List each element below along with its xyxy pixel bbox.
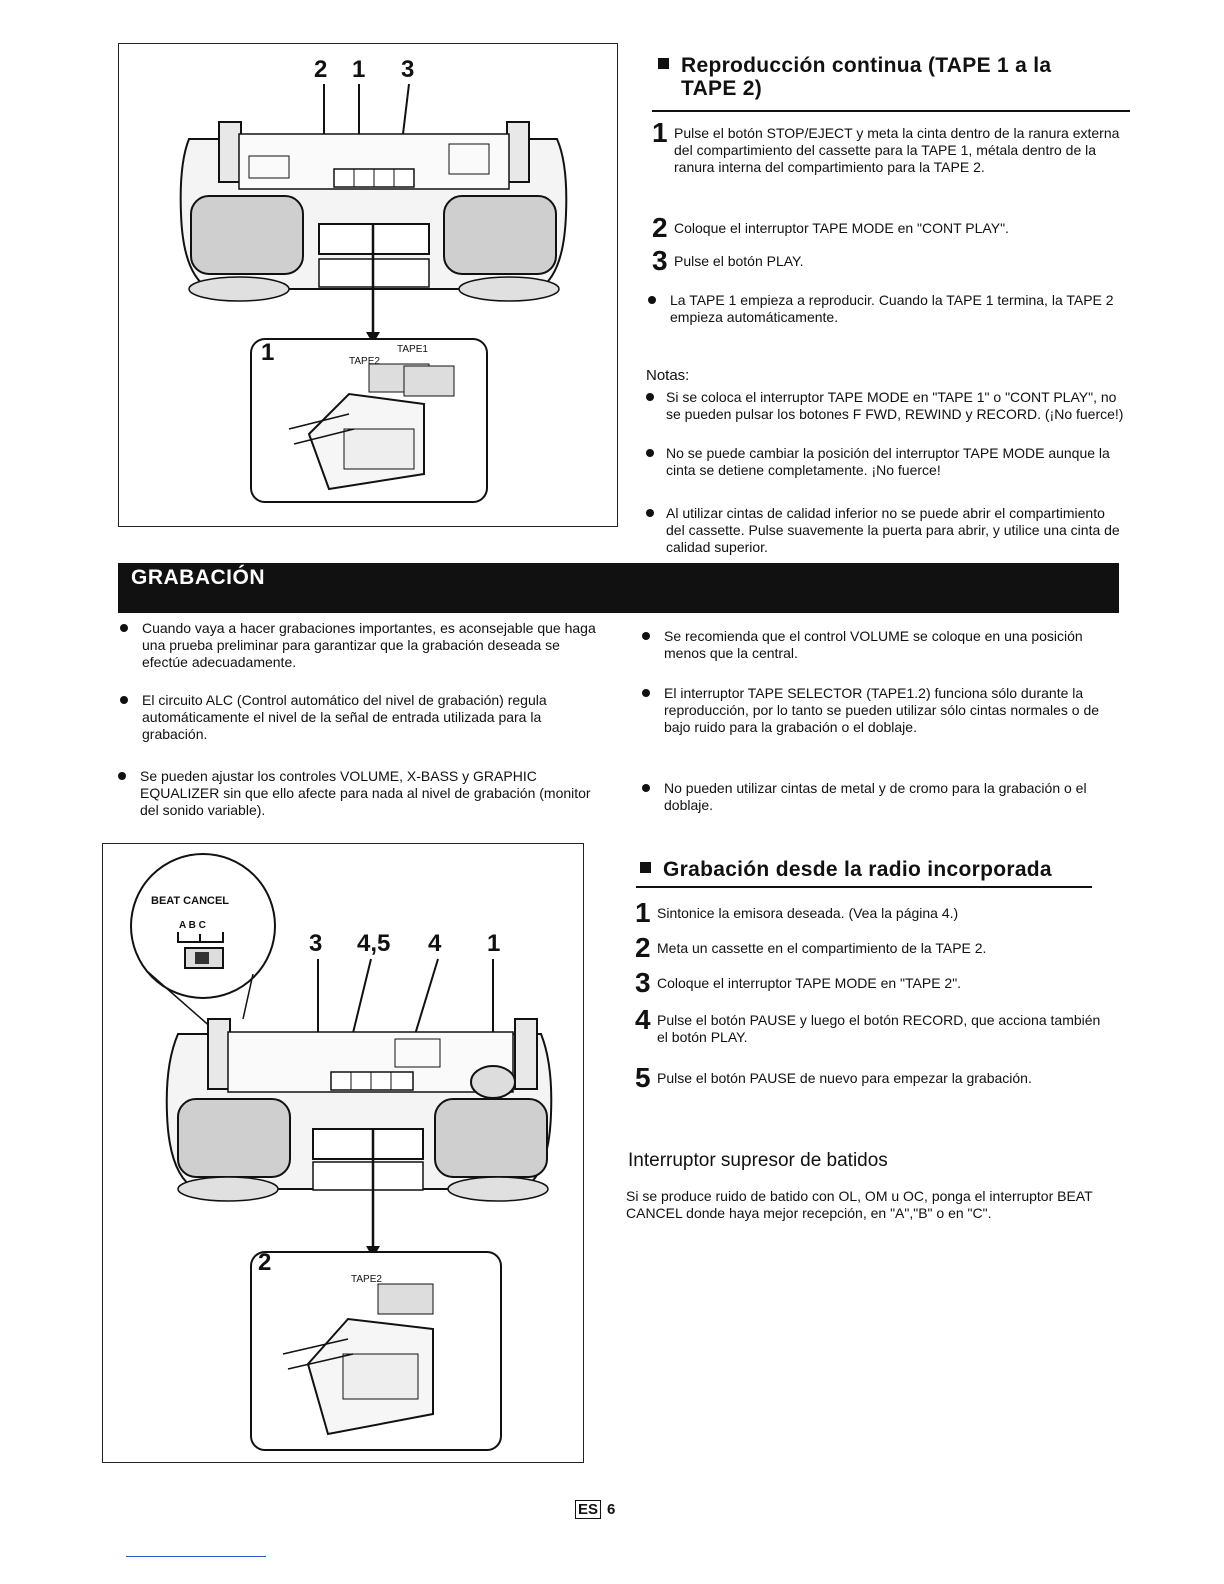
bullet-text: El interruptor TAPE SELECTOR (TAPE1.2) funciona sólo durante la reproducción, por lo tanto se pueden utilizar sólo cintas normales o de bajo ruido para la grabación o el doblaje. xyxy=(664,685,1100,735)
beat-cancel-positions: A B C xyxy=(179,920,206,931)
step-item xyxy=(652,117,1130,176)
bullet-text: No pueden utilizar cintas de metal y de cromo para la grabación o el doblaje. xyxy=(664,780,1087,813)
note-text: No se puede cambiar la posición del interruptor TAPE MODE aunque la cinta se detiene completamente. ¡No fuerce! xyxy=(666,445,1110,478)
title-underline xyxy=(652,110,1130,112)
bullet-text: Cuando vaya a hacer grabaciones importantes, es aconsejable que haga una prueba preliminar para garantizar que la grabación deseada se efectúe adecuadamente. xyxy=(142,620,596,670)
step-number: 4 xyxy=(635,1004,651,1035)
step-text: Meta un cassette en el compartimiento de la TAPE 2. xyxy=(657,940,987,956)
recording-right-item xyxy=(642,685,1118,736)
callout-4-bottom: 4 xyxy=(428,930,442,957)
beat-cancel-title: Interruptor supresor de batidos xyxy=(628,1150,888,1171)
inset-step-2: 2 xyxy=(258,1249,272,1276)
step-text: Pulse el botón PAUSE de nuevo para empezar la grabación. xyxy=(657,1070,1032,1086)
step-number: 5 xyxy=(635,1062,651,1093)
step-item xyxy=(635,897,1115,928)
inset-label-tape2-bottom: TAPE2 xyxy=(351,1274,382,1285)
title-line-1: Reproducción continua (TAPE 1 a la xyxy=(681,54,1052,77)
bullet-dot-icon xyxy=(120,624,128,632)
step-text: Sintonice la emisora deseada. (Vea la página 4.) xyxy=(657,905,959,921)
recording-right-item xyxy=(642,780,1118,814)
bullet-text: El circuito ALC (Control automático del nivel de grabación) regula automáticamente el nivel de la señal de entrada utilizada para la grabación. xyxy=(142,692,547,742)
title-line-2: TAPE 2) xyxy=(681,77,763,100)
beat-cancel-text: Si se produce ruido de batido con OL, OM u OC, ponga el interruptor BEAT CANCEL donde haya mejor recepción, en "A","B" o en "C". xyxy=(626,1188,1093,1221)
step-number: 2 xyxy=(652,212,668,243)
inset-step-1: 1 xyxy=(261,339,275,366)
step-text: Pulse el botón STOP/EJECT y meta la cinta dentro de la ranura externa del compartimiento del cassette para la TAPE 1, métala dentro de la ranura interna del compartimiento para la TAPE 2. xyxy=(674,125,1120,175)
bullet-dot-icon xyxy=(642,689,650,697)
note-text: Al utilizar cintas de calidad inferior no se puede abrir el compartimiento del cassette. Pulse suavemente la puerta para abrir, y utilice una cinta de calidad superior. xyxy=(666,505,1120,555)
recording-right-item xyxy=(642,628,1118,662)
callout-3-top: 3 xyxy=(401,56,415,83)
recording-left-item xyxy=(120,692,602,743)
inset-label-tape1: TAPE1 xyxy=(397,344,428,355)
inset-label-tape2: TAPE2 xyxy=(349,356,380,367)
step-number: 1 xyxy=(635,897,651,928)
step-text: Coloque el interruptor TAPE MODE en "CONT PLAY". xyxy=(674,220,1009,236)
section-title-continuous-play xyxy=(658,54,1138,100)
bullet-dot-icon xyxy=(648,296,656,304)
boombox-illustration-top xyxy=(119,44,616,525)
step-item xyxy=(652,245,1130,276)
page-footer xyxy=(575,1500,615,1519)
note-item xyxy=(646,389,1124,423)
bullet-dot-icon xyxy=(646,449,654,457)
page-number: 6 xyxy=(607,1501,616,1518)
bullet-dot-icon xyxy=(118,772,126,780)
note-item xyxy=(646,505,1124,556)
title-underline xyxy=(636,886,1092,888)
recording-left-item xyxy=(120,620,602,671)
step-item xyxy=(635,932,1115,963)
bullet-dot-icon xyxy=(646,509,654,517)
bullet-dot-icon xyxy=(642,784,650,792)
square-bullet-icon xyxy=(658,58,669,69)
step-item xyxy=(635,1004,1115,1046)
bullet-text: Se recomienda que el control VOLUME se coloque en una posición menos que la central. xyxy=(664,628,1083,661)
bullet-dot-icon xyxy=(646,393,654,401)
step-item xyxy=(635,1062,1115,1093)
callout-3-bottom: 3 xyxy=(309,930,323,957)
step-item xyxy=(652,212,1130,243)
note-text: Si se coloca el interruptor TAPE MODE en "TAPE 1" o "CONT PLAY", no se pueden pulsar los botones F FWD, REWIND y RECORD. (¡No fuerce!) xyxy=(666,389,1124,422)
figure-radio-recording xyxy=(102,843,584,1463)
language-code: ES xyxy=(575,1500,601,1519)
figure-continuous-play xyxy=(118,43,618,527)
step-text: Pulse el botón PAUSE y luego el botón RECORD, que acciona también el botón PLAY. xyxy=(657,1012,1101,1045)
bullet-dot-icon xyxy=(120,696,128,704)
step-number: 3 xyxy=(635,967,651,998)
step-number: 1 xyxy=(652,117,668,148)
beat-cancel-label: BEAT CANCEL xyxy=(151,895,230,907)
callout-45-bottom: 4,5 xyxy=(357,930,391,957)
step-item xyxy=(635,967,1115,998)
section-bar-grabacion xyxy=(118,563,1119,613)
bullet-dot-icon xyxy=(642,632,650,640)
step-text: Coloque el interruptor TAPE MODE en "TAPE 2". xyxy=(657,975,962,991)
step-text: Pulse el botón PLAY. xyxy=(674,253,804,269)
bullet-item xyxy=(648,292,1130,326)
callout-2-top: 2 xyxy=(314,56,328,83)
section-bar-title: GRABACIÓN xyxy=(131,566,265,589)
bullet-text: La TAPE 1 empieza a reproducir. Cuando la TAPE 1 termina, la TAPE 2 empieza automáticamente. xyxy=(670,292,1114,325)
note-item xyxy=(646,445,1124,479)
section-title-radio-recording xyxy=(640,858,1120,881)
bullet-text: Se pueden ajustar los controles VOLUME, X-BASS y GRAPHIC EQUALIZER sin que ello afecte para nada al nivel de grabación (monitor del sonido variable). xyxy=(140,768,591,818)
square-bullet-icon xyxy=(640,862,651,873)
notes-title: Notas: xyxy=(646,367,690,384)
step-number: 3 xyxy=(652,245,668,276)
recording-left-item xyxy=(118,768,602,819)
callout-1-top: 1 xyxy=(352,56,366,83)
footer-rule xyxy=(126,1556,266,1557)
step-number: 2 xyxy=(635,932,651,963)
title-text: Grabación desde la radio incorporada xyxy=(663,858,1052,881)
callout-1-bottom: 1 xyxy=(487,930,501,957)
boombox-illustration-bottom xyxy=(103,844,582,1461)
